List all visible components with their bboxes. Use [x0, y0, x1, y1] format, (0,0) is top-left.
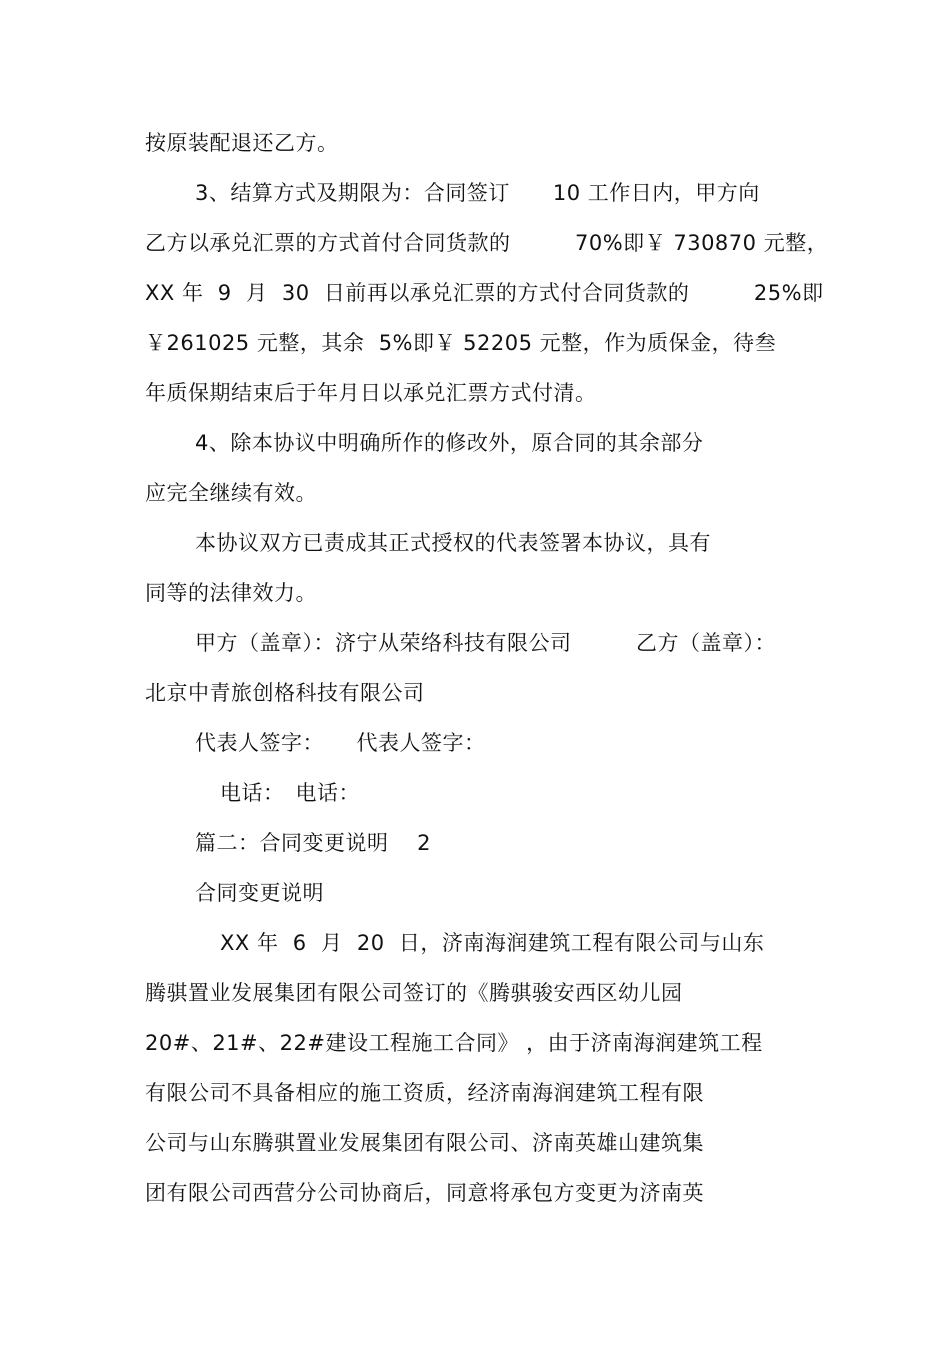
text-line: XX 年 6 月 20 日，济南海润建筑工程有限公司与山东	[220, 931, 765, 955]
text-line: 3、结算方式及期限为：合同签订 10 工作日内，甲方向	[195, 181, 760, 205]
text-line: 电话： 电话：	[220, 781, 360, 805]
section-title: 合同变更说明	[195, 881, 324, 905]
text-line: 本协议双方已责成其正式授权的代表签署本协议，具有	[195, 531, 711, 555]
text-line: 团有限公司西营分公司协商后，同意将承包方变更为济南英	[145, 1181, 704, 1205]
text-line: 应完全继续有效。	[145, 481, 317, 505]
text-line: 代表人签字： 代表人签字：	[195, 731, 486, 755]
text-line: XX 年 9 月 30 日前再以承兑汇票的方式付合同货款的 25%即	[145, 281, 824, 305]
text-line: 20#、21#、22#建设工程施工合同》 ，由于济南海润建筑工程	[145, 1031, 763, 1055]
section-heading: 篇二：合同变更说明 2	[195, 831, 432, 855]
text-line: 4、除本协议中明确所作的修改外，原合同的其余部分	[195, 431, 704, 455]
text-line: 腾骐置业发展集团有限公司签订的《腾骐骏安西区幼儿园	[145, 981, 683, 1005]
text-line: 按原装配退还乙方。	[145, 131, 339, 155]
text-line: ￥261025 元整，其余 5%即￥ 52205 元整，作为质保金，待叁	[145, 331, 777, 355]
text-line: 公司与山东腾骐置业发展集团有限公司、济南英雄山建筑集	[145, 1131, 704, 1155]
text-line: 年质保期结束后于年月日以承兑汇票方式付清。	[145, 381, 597, 405]
text-line: 同等的法律效力。	[145, 581, 317, 605]
text-line: 北京中青旅创格科技有限公司	[145, 681, 425, 705]
text-line: 有限公司不具备相应的施工资质，经济南海润建筑工程有限	[145, 1081, 704, 1105]
text-line: 乙方以承兑汇票的方式首付合同货款的 70%即￥ 730870 元整，	[145, 231, 829, 255]
text-line: 甲方（盖章）：济宁从荣络科技有限公司 乙方（盖章）：	[195, 631, 776, 655]
